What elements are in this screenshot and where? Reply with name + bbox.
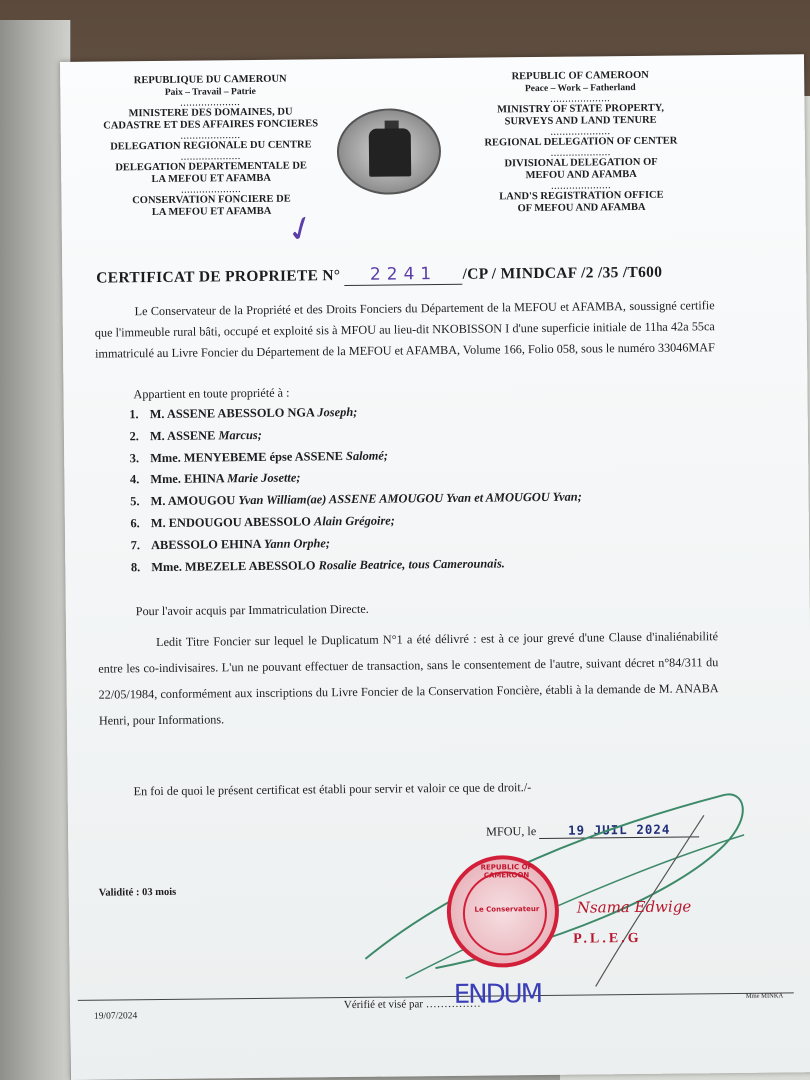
header-right-regional: REGIONAL DELEGATION OF CENTER — [484, 135, 678, 149]
divider-dots: .................... — [550, 94, 611, 104]
handwritten-check-mark: ✓ — [280, 205, 322, 254]
signature-swirl — [343, 755, 765, 999]
divider-dots: .................... — [550, 148, 612, 158]
typist-initials: Mme MINKA — [745, 992, 784, 1000]
validity-note: Validité : 03 mois — [98, 886, 177, 899]
footer-date: 19/07/2024 — [93, 1011, 138, 1022]
header-right-office-2: OF MEFOU AND AFAMBA — [517, 201, 646, 215]
seal-role-text: Le Conservateur — [474, 905, 540, 914]
header-right-office-1: LAND'S REGISTRATION OFFICE — [499, 189, 664, 203]
paragraph-ownership: Appartient en toute propriété à : — [133, 385, 290, 402]
header-left-cons-2: LA MEFOU ET AFAMBA — [151, 205, 272, 219]
header-right-dept-2: MEFOU AND AFAMBA — [525, 168, 637, 182]
date-stamp: 19 JUIL 2024 — [539, 821, 699, 839]
divider-dots: .................... — [180, 131, 241, 141]
header-right — [460, 69, 701, 216]
paragraph-intro: Le Conservateur de la Propriété et des Droits Fonciers du Département de la MEFOU et AFAMBA, soussigné certifie que l'immeuble rural bâti, occupé et exploité sis à MFOU au lieu-dit NKOBISSON I d'une superficie initiale de 11ha 42a 55ca immatriculé au Livre Foncier du Département de la MEFOU et AFAMBA, Volume 166, Folio 058, sous le numéro 33046MAF — [94, 298, 715, 361]
header-left-motto: Paix – Travail – Patrie — [164, 86, 256, 98]
coat-of-arms-emblem — [337, 108, 442, 195]
certificate-number: 2241 — [344, 264, 462, 286]
header-left-ministry-2: CADASTRE ET DES AFFAIRES FONCIERES — [103, 118, 319, 132]
owners-list — [102, 397, 784, 578]
header-left — [100, 73, 321, 219]
divider-dots: .................... — [181, 185, 242, 195]
title-suffix: /CP / MINDCAF /2 /35 /T600 — [462, 263, 663, 283]
header-right-dept-1: DIVISIONAL DELEGATION OF — [504, 156, 658, 170]
paragraph-acquisition: Pour l'avoir acquis par Immatriculation Directe. — [135, 601, 369, 619]
title-prefix: CERTIFICAT DE PROPRIETE N° — [96, 267, 341, 287]
list-item: 7. ABESSOLO EHINA Yann Orphe; — [143, 528, 783, 556]
handwritten-initials: ENDUM — [453, 979, 542, 1010]
surveyor-figure-icon — [369, 128, 412, 176]
divider-dots: .................... — [180, 152, 242, 162]
list-item: 6. M. ENDOUGOU ABESSOLO Alain Grégoire; — [143, 506, 783, 534]
list-item: 4. Mme. EHINA Marie Josette; — [142, 463, 782, 491]
divider-dots: .................... — [550, 127, 611, 137]
place-label: MFOU, le — [486, 824, 537, 839]
header-left-dept-2: LA MEFOU ET AFAMBA — [151, 172, 272, 186]
header-right-ministry-2: SURVEYS AND LAND TENURE — [504, 114, 657, 128]
signature-name: Nsama Edwige — [576, 897, 692, 917]
divider-dots: .................... — [180, 98, 241, 108]
header-left-cons-1: CONSERVATION FONCIERE DE — [132, 193, 291, 207]
paragraph-encumbrance: Ledit Titre Foncier sur lequel le Duplicatum N°1 a été délivré : est à ce jour grevé d'une Clause d'inaliénabilité entre les co-indivisaires. L'un ne pouvant effectuer de transaction, sans le consentement de l'autre, suivant décret n°84/311 du 22/05/1984, conformément aux inscriptions du Livre Foncier de la Conservation Foncière, établi à la demande de M. ANABA Henri, pour Informations. — [98, 629, 719, 728]
list-item: 1. M. ASSENE ABESSOLO NGA Joseph; — [142, 397, 782, 425]
seal-text — [466, 863, 547, 914]
paragraph-closing: En foi de quoi le présent certificat est établi pour servir et valoir ce que de droit./- — [133, 780, 532, 799]
signatory-grade: P.L.E.G — [573, 930, 642, 947]
header-right-ministry-1: MINISTRY OF STATE PROPERTY, — [497, 102, 665, 116]
list-item: 8. Mme. MBEZELE ABESSOLO Rosalie Beatrice, tous Camerounais. — [143, 550, 783, 578]
certificate-title — [96, 261, 756, 289]
list-item: 2. M. ASSENE Marcus; — [142, 419, 782, 447]
list-item: 3. Mme. MENYEBEME épse ASSENE Salomé; — [142, 441, 782, 469]
verified-by: Vérifié et visé par …………… — [343, 997, 481, 1012]
divider-dots: .................... — [551, 181, 612, 191]
certificate-page — [60, 54, 810, 1080]
seal-outer-text: REPUBLIC OF CAMEROON — [480, 863, 533, 880]
header-left-republic: REPUBLIQUE DU CAMEROUN — [133, 73, 287, 87]
header-right-motto: Peace – Work – Fatherland — [524, 82, 636, 95]
list-item: 5. M. AMOUGOU Yvan William(ae) ASSENE AMOUGOU Yvan et AMOUGOU Yvan; — [143, 485, 783, 513]
header-left-dept-1: DELEGATION DEPARTEMENTALE DE — [115, 160, 307, 174]
header-right-republic: REPUBLIC OF CAMEROON — [511, 69, 649, 83]
header-left-ministry-1: MINISTERE DES DOMAINES, DU — [128, 106, 293, 120]
header-left-regional: DELEGATION REGIONALE DU CENTRE — [110, 139, 312, 153]
